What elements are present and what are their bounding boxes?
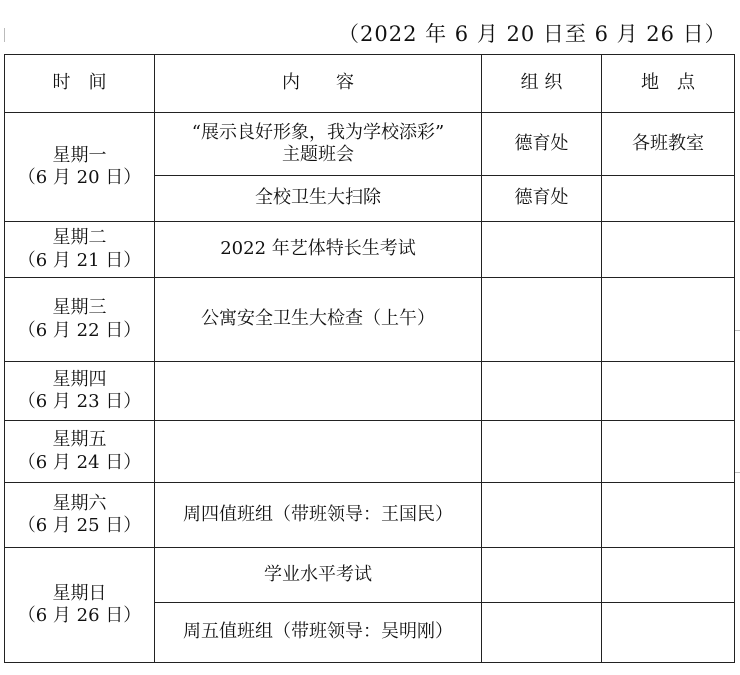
table-row [5, 483, 735, 548]
day-date: （6 月 22 日） [17, 319, 142, 341]
org-cell: 德育处 [482, 113, 602, 176]
day-name: 星期五 [52, 429, 107, 450]
day-cell-sunday [5, 548, 155, 663]
place-cell [602, 278, 735, 362]
place-cell: 各班教室 [602, 113, 735, 176]
content-cell [155, 421, 482, 483]
header-content: 内 容 [155, 55, 482, 113]
content-line: “展示良好形象，我为学校添彩” [191, 121, 445, 143]
day-cell-saturday [5, 483, 155, 548]
org-cell: 德育处 [482, 176, 602, 222]
day-date: （6 月 23 日） [17, 391, 142, 412]
content-cell: 学业水平考试 [155, 548, 482, 603]
place-cell [602, 176, 735, 222]
day-cell-thursday [5, 362, 155, 421]
day-cell-friday [5, 421, 155, 483]
content-cell: 周四值班组（带班领导：王国民） [155, 483, 482, 548]
content-cell: 公寓安全卫生大检查（上午） [155, 278, 482, 362]
place-cell [602, 603, 735, 663]
org-cell [482, 603, 602, 663]
table-row [5, 362, 735, 421]
table-row [5, 222, 735, 278]
margin-tick [735, 472, 740, 473]
place-cell [602, 362, 735, 421]
header-time: 时 间 [5, 55, 155, 113]
place-cell [602, 421, 735, 483]
header-place: 地 点 [602, 55, 735, 113]
content-cell [155, 113, 482, 176]
day-name: 星期一 [52, 144, 107, 166]
org-cell [482, 548, 602, 603]
table-row [5, 278, 735, 362]
table-row [5, 548, 735, 603]
day-date: （6 月 24 日） [17, 451, 142, 473]
date-range-heading: （2022 年 6 月 20 日至 6 月 26 日） [338, 22, 727, 46]
margin-tick [735, 330, 740, 331]
table-row [5, 421, 735, 483]
org-cell [482, 362, 602, 421]
table-row [5, 113, 735, 176]
org-cell [482, 483, 602, 548]
day-name: 星期三 [52, 297, 107, 318]
weekly-schedule-table [4, 54, 735, 663]
table-header-row [5, 55, 735, 113]
day-cell-wednesday [5, 278, 155, 362]
place-cell [602, 483, 735, 548]
day-date: （6 月 25 日） [17, 515, 142, 536]
place-cell [602, 222, 735, 278]
day-date: （6 月 21 日） [17, 249, 142, 271]
day-name: 星期日 [52, 582, 107, 604]
day-cell-monday [5, 113, 155, 222]
header-org: 组 织 [482, 55, 602, 113]
org-cell [482, 222, 602, 278]
content-cell: 2022 年艺体特长生考试 [155, 222, 482, 278]
content-cell [155, 362, 482, 421]
day-name: 星期六 [52, 492, 107, 514]
content-line: 主题班会 [282, 144, 354, 165]
day-name: 星期四 [52, 368, 107, 390]
day-date: （6 月 20 日） [17, 167, 142, 188]
day-date: （6 月 26 日） [17, 605, 142, 626]
content-cell: 周五值班组（带班领导：吴明刚） [155, 603, 482, 663]
org-cell [482, 421, 602, 483]
content-cell: 全校卫生大扫除 [155, 176, 482, 222]
page-corner-mark [0, 28, 5, 42]
day-name: 星期二 [52, 227, 107, 248]
org-cell [482, 278, 602, 362]
day-cell-tuesday [5, 222, 155, 278]
place-cell [602, 548, 735, 603]
